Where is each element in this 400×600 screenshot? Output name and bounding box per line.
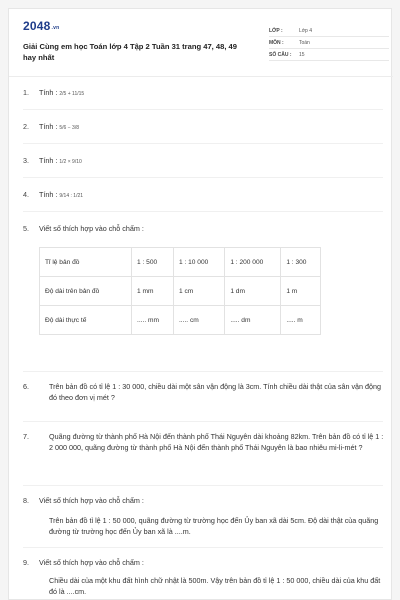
question-separator	[23, 177, 383, 178]
question-separator	[23, 371, 383, 372]
question-separator	[23, 143, 383, 144]
table-cell: Độ dài thực tế	[40, 306, 132, 335]
table-row	[40, 277, 321, 306]
meta-row-count	[269, 49, 389, 61]
question-4	[23, 189, 83, 202]
header-divider	[9, 76, 393, 77]
question-separator	[23, 547, 383, 548]
table-cell: Tỉ lệ bản đồ	[40, 248, 132, 277]
question-2	[23, 121, 79, 134]
table-cell: ..... dm	[225, 306, 281, 335]
question-label: Tính :	[39, 190, 58, 199]
question-separator	[23, 109, 383, 110]
question-expression: 9/14 : 1/21	[59, 193, 84, 199]
question-7-text: Quãng đường từ thành phố Hà Nội đến thành phố Thái Nguyên dài khoảng 82km. Trên bản đồ có tỉ lệ 1 : 2 000 000, quãng đường từ thành phố Hà Nội đến thành phố Thái Nguyên là bao nhiêu mi-li-mét ?	[49, 432, 384, 452]
question-separator	[23, 485, 383, 486]
question-6-text: Trên bản đồ có tỉ lệ 1 : 30 000, chiều dài một sân vận động là 3cm. Tính chiều dài thật của sân vận động đó theo đơn vị mét ?	[49, 382, 382, 402]
table-cell: 1 : 300	[281, 248, 321, 277]
question-label: Tính :	[39, 156, 58, 165]
question-number: 8.	[23, 496, 29, 505]
question-expression: 1/2 × 9/10	[59, 159, 82, 165]
meta-key: MÔN :	[269, 39, 284, 46]
table-row	[40, 248, 321, 277]
logo-text: 2048	[23, 19, 51, 33]
table-cell: ..... mm	[132, 306, 174, 335]
question-number: 2.	[23, 122, 29, 131]
question-label: Viết số thích hợp vào chỗ chấm :	[39, 496, 144, 505]
question-8	[23, 495, 144, 506]
meta-key: LỚP :	[269, 27, 283, 34]
logo-suffix: .vn	[51, 25, 60, 31]
meta-value: 15	[299, 51, 305, 58]
question-number: 1.	[23, 88, 29, 97]
header	[23, 19, 383, 79]
question-label: Viết số thích hợp vào chỗ chấm :	[39, 224, 144, 233]
table-cell: 1 dm	[225, 277, 281, 306]
table-cell: Độ dài trên bản đồ	[40, 277, 132, 306]
question-label: Tính :	[39, 88, 58, 97]
question-number: 9.	[23, 558, 29, 567]
question-9	[23, 557, 144, 568]
table-cell: 1 : 500	[132, 248, 174, 277]
table-cell: 1 cm	[173, 277, 224, 306]
question-5	[23, 223, 144, 234]
question-8-text: Trên bản đồ tỉ lệ 1 : 50 000, quãng đường từ trường học đến Ủy ban xã dài 5cm. Độ dài thật của quãng đường từ trường học đến Ủy ban xã là ....m.	[49, 516, 379, 536]
question-9-text: Chiều dài của một khu đất hình chữ nhật là 500m. Vậy trên bản đồ tỉ lệ 1 : 50 000, chiều dài của khu đất đó là ....cm.	[49, 576, 381, 596]
page	[8, 8, 392, 600]
question-number: 5.	[23, 224, 29, 233]
scale-table	[39, 247, 321, 335]
meta-info	[269, 25, 389, 61]
meta-row-class	[269, 25, 389, 37]
question-1	[23, 87, 84, 100]
question-separator	[23, 211, 383, 212]
meta-value: Lớp 4	[299, 27, 313, 34]
table-cell: 1 mm	[132, 277, 174, 306]
question-expression: 2/5 + 11/15	[59, 91, 85, 97]
table-cell: 1 m	[281, 277, 321, 306]
table-cell: ..... m	[281, 306, 321, 335]
question-3	[23, 155, 82, 168]
question-number: 3.	[23, 156, 29, 165]
question-number: 4.	[23, 190, 29, 199]
question-6-number: 6.	[23, 382, 29, 391]
table-cell: ..... cm	[173, 306, 224, 335]
table-cell: 1 : 200 000	[225, 248, 281, 277]
table-row	[40, 306, 321, 335]
question-separator	[23, 421, 383, 422]
question-7-number: 7.	[23, 432, 29, 441]
meta-row-subject	[269, 37, 389, 49]
question-label: Tính :	[39, 122, 58, 131]
meta-value: Toán	[299, 39, 310, 46]
page-title: Giải Cùng em học Toán lớp 4 Tập 2 Tuần 31 trang 47, 48, 49 hay nhất	[23, 42, 237, 62]
question-expression: 5/6 − 3/8	[59, 125, 79, 131]
question-label: Viết số thích hợp vào chỗ chấm :	[39, 558, 144, 567]
table-cell: 1 : 10 000	[173, 248, 224, 277]
meta-key: SỐ CÂU :	[269, 51, 292, 58]
